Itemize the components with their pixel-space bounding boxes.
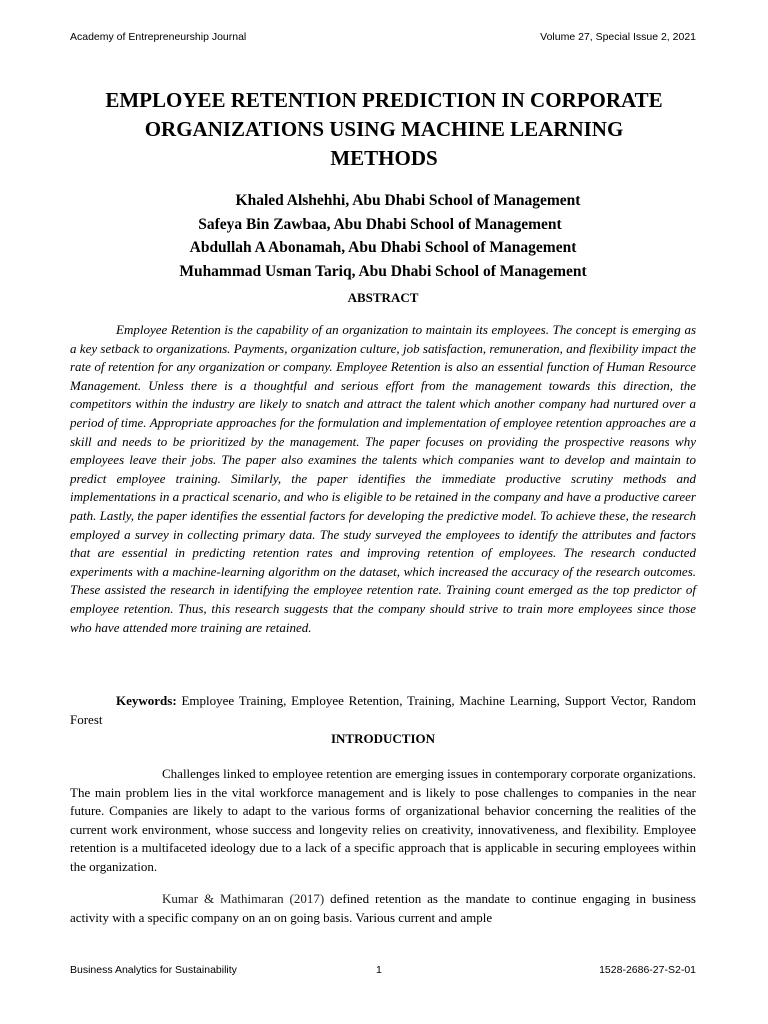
author: Muhammad Usman Tariq, Abu Dhabi School of Management <box>179 262 587 280</box>
title-line: EMPLOYEE RETENTION PREDICTION IN CORPORATE <box>105 88 663 112</box>
intro-paragraph-2 <box>70 890 696 927</box>
volume-info: Volume 27, Special Issue 2, 2021 <box>540 31 696 43</box>
footer-series: Business Analytics for Sustainability <box>70 964 237 976</box>
paragraph-text: defined retention as the mandate to continue engaging in business activity with a specific company on an on going basis. Various current and ample <box>70 891 696 925</box>
keywords-label: Keywords: <box>116 693 177 708</box>
page-number: 1 <box>376 964 382 976</box>
abstract-text: Employee Retention is the capability of an organization to maintain its employees. The concept is emerging as a key setback to organizations. Payments, organization culture, job satisfaction, remuneration, and flexibility impact the rate of retention for any organization or company. Employee Retention is also an essential function of Human Resource Management. Unless there is a thoughtful and serious effort from the management towards this direction, the competitors within the industry are likely to snatch and attract the talent which another company had nurtured over a period of time. Appropriate approaches for the formulation and implementation of employee retention approaches are a skill and needs to be prioritized by the management. The paper focuses on providing the prospective reasons why employees leave their jobs. The paper also examines the talents which companies want to develop and maintain to predict employee training. Similarly, the paper identifies the immediate productive scrutiny methods and implementations in a practical scenario, and who is eligible to be retained in the company and have a productive career path. Lastly, the paper identifies the essential factors for developing the predictive model. To achieve these, the research employed a survey in collecting primary data. The study surveyed the employees to identify the attributes and factors that are essential in predicting retention rates and improving retention of employees. The research conducted experiments with a machine-learning algorithm on the dataset, which increased the accuracy of the research outcomes. These assisted the research in identifying the employee retention rate. Training count emerged as the top predictor of employee retention. Thus, this research suggests that the company should strive to train more employees since those who have attended more training are retained. <box>70 322 696 635</box>
abstract-heading: ABSTRACT <box>347 290 419 305</box>
author: Abdullah A Abonamah, Abu Dhabi School of Management <box>189 239 577 256</box>
keywords-text: Employee Training, Employee Retention, Training, Machine Learning, Support Vector, Random Forest <box>70 693 696 727</box>
keywords <box>70 692 696 729</box>
footer-doi: 1528-2686-27-S2-01 <box>599 964 696 976</box>
author-list <box>70 189 696 283</box>
title-line: ORGANIZATIONS USING MACHINE LEARNING <box>144 117 624 141</box>
running-header <box>70 31 696 43</box>
intro-paragraph-1: Challenges linked to employee retention are emerging issues in contemporary corporate organizations. The main problem lies in the vital workforce management and is likely to pose challenges to companies in the near future. Companies are likely to adapt to the various forms of organizational behavior concerning the realities of the current work environment, whose success and longevity relies on creativity, innovativeness, and flexibility. Employee retention is a multifaceted ideology due to a lack of a specific approach that is applicable in securing employees within the organization. <box>70 766 696 874</box>
title-line: METHODS <box>330 146 438 170</box>
introduction-heading: INTRODUCTION <box>330 731 435 746</box>
author: Safeya Bin Zawbaa, Abu Dhabi School of Management <box>198 215 562 233</box>
journal-name: Academy of Entrepreneurship Journal <box>70 31 247 43</box>
author: Khaled Alshehhi, Abu Dhabi School of Management <box>235 192 581 209</box>
paper-title <box>40 86 728 173</box>
citation: Kumar & Mathimaran (2017) <box>162 891 325 906</box>
